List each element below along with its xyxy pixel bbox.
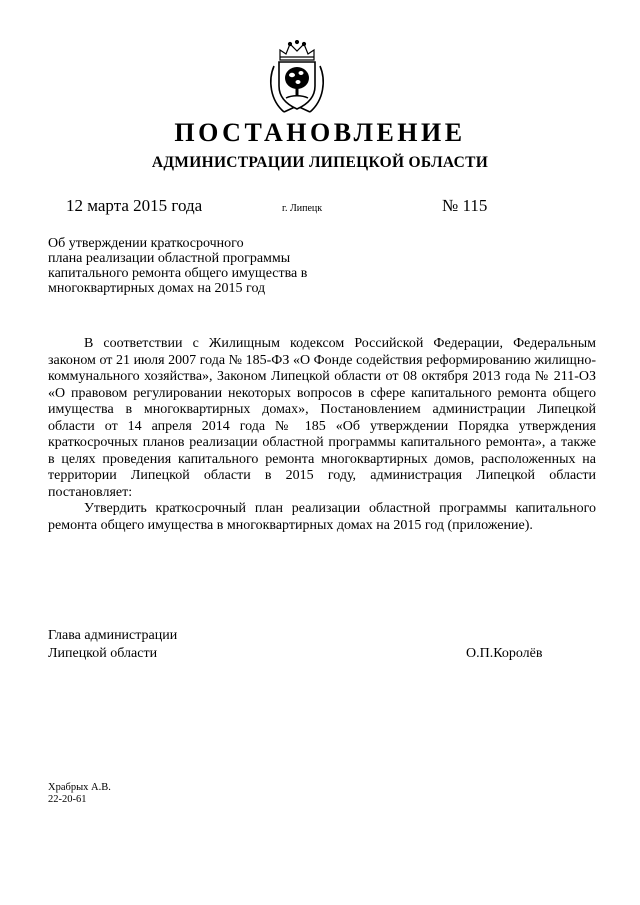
executor-info bbox=[48, 782, 111, 806]
document-subject bbox=[48, 236, 348, 296]
signer-position-line: Липецкой области bbox=[48, 646, 158, 661]
subject-line: многоквартирных домах на 2015 год bbox=[48, 281, 266, 296]
body-paragraph: В соответствии с Жилищным кодексом Российской Федерации, Федеральным законом от 21 июля 2007 года № 185-ФЗ «О Фонде содействия реформированию жилищно-коммунального хозяйства», Законом Липецкой области от 08 октября 2013 года № 211-ОЗ «О правовом регулировании некоторых вопросов в сфере капитального ремонта общего имущества в многоквартирных домах», Постановлением администрации Липецкой области от 14 апреля 2014 года № 185 «Об утверждении Порядка утверждения краткосрочных планов реализации областной программы капитального ремонта», а также в целях проведения капитального ремонта многоквартирных домов, расположенных на территории Липецкой области в 2015 году, администрация Липецкой области постановляет: bbox=[48, 336, 596, 500]
document-date: 12 марта 2015 года bbox=[66, 196, 203, 215]
signer-name: О.П.Королёв bbox=[466, 646, 543, 661]
signer-position-line: Глава администрации bbox=[48, 628, 178, 643]
document-number: № 115 bbox=[442, 196, 488, 215]
document-title: ПОСТАНОВЛЕНИЕ bbox=[174, 118, 466, 147]
document-city: г. Липецк bbox=[282, 203, 323, 214]
coat-of-arms-icon bbox=[266, 40, 328, 116]
document-body bbox=[48, 336, 596, 534]
signer-position bbox=[48, 627, 177, 663]
executor-phone: 22-20-61 bbox=[48, 794, 87, 805]
subject-line: Об утверждении краткосрочного bbox=[48, 236, 244, 251]
subject-line: плана реализации областной программы bbox=[48, 251, 291, 266]
body-paragraph: Утвердить краткосрочный план реализации областной программы капитального ремонта общего имущества в многоквартирных домах на 2015 год (приложение). bbox=[48, 501, 596, 533]
document-issuer: АДМИНИСТРАЦИИ ЛИПЕЦКОЙ ОБЛАСТИ bbox=[151, 154, 489, 171]
executor-name: Храбрых А.В. bbox=[48, 782, 111, 793]
subject-line: капитального ремонта общего имущества в bbox=[48, 266, 308, 281]
